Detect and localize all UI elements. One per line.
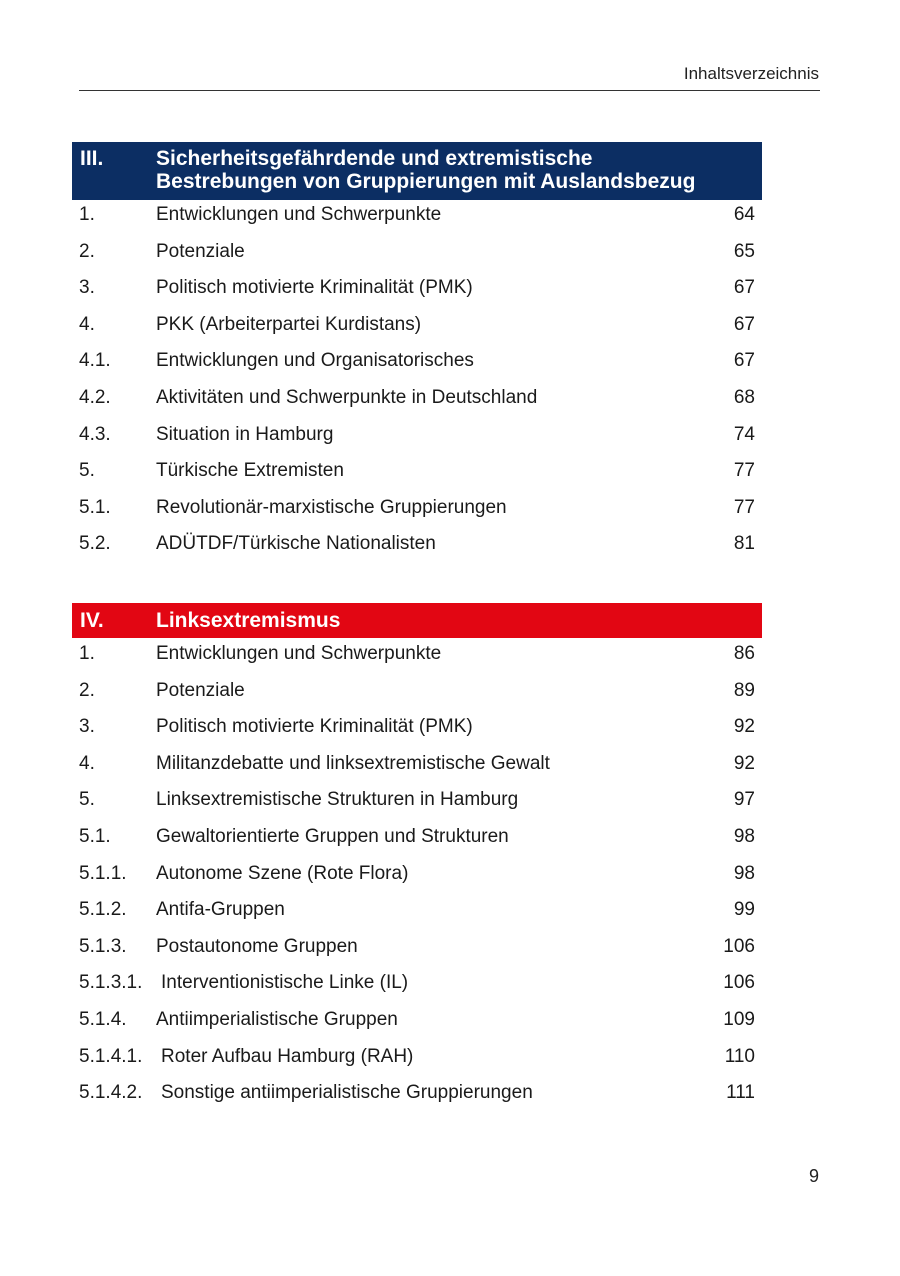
entry-label: Antifa-Gruppen bbox=[156, 899, 285, 921]
entry-page: 92 bbox=[733, 716, 755, 738]
entry-label: Potenziale bbox=[156, 679, 245, 701]
entry-number: 4.1. bbox=[79, 350, 111, 372]
entry-number: 5.1.4.2. bbox=[79, 1082, 143, 1104]
entry-label: Antiimperialistische Gruppen bbox=[156, 1008, 398, 1030]
entry-number: 5. bbox=[79, 789, 95, 811]
entry-page: 99 bbox=[733, 899, 755, 921]
section-number: III. bbox=[80, 147, 104, 170]
entry-number: 4.3. bbox=[79, 423, 111, 445]
toc-entry[interactable] bbox=[72, 387, 762, 424]
section-title bbox=[156, 147, 754, 194]
toc-entry[interactable] bbox=[72, 899, 762, 936]
entry-label: PKK (Arbeiterpartei Kurdistans) bbox=[156, 313, 422, 335]
entry-number: 5.1. bbox=[79, 496, 111, 518]
entry-page: 98 bbox=[733, 825, 755, 847]
entry-label: Revolutionär-marxistische Gruppierungen bbox=[156, 496, 507, 518]
toc-entry[interactable] bbox=[72, 1046, 762, 1083]
entry-label: Aktivitäten und Schwerpunkte in Deutschland bbox=[156, 386, 538, 408]
section-header-IV bbox=[72, 603, 762, 638]
entry-number: 5.1.4. bbox=[79, 1008, 127, 1030]
toc-entry[interactable] bbox=[72, 753, 762, 790]
toc-entry[interactable] bbox=[72, 497, 762, 534]
entry-page: 64 bbox=[733, 204, 755, 225]
toc-entry[interactable] bbox=[72, 314, 762, 351]
entry-page: 110 bbox=[724, 1045, 755, 1067]
toc-list-III bbox=[72, 204, 762, 570]
entry-page: 81 bbox=[733, 533, 755, 555]
entry-number: 2. bbox=[79, 240, 95, 262]
toc-entry[interactable] bbox=[72, 424, 762, 461]
entry-label: Situation in Hamburg bbox=[156, 423, 334, 445]
section-number: IV. bbox=[80, 609, 104, 632]
entry-page: 106 bbox=[723, 972, 755, 994]
entry-number: 1. bbox=[79, 643, 95, 664]
entry-number: 4. bbox=[79, 752, 95, 774]
entry-label: Sonstige antiimperialistische Gruppierungen bbox=[161, 1082, 533, 1104]
toc-entry[interactable] bbox=[72, 241, 762, 278]
entry-label: Entwicklungen und Schwerpunkte bbox=[156, 204, 442, 225]
toc-entry[interactable] bbox=[72, 826, 762, 863]
entry-page: 77 bbox=[733, 460, 755, 482]
entry-number: 5.1. bbox=[79, 825, 111, 847]
entry-label: ADÜTDF/Türkische Nationalisten bbox=[156, 533, 436, 555]
entry-label: Entwicklungen und Schwerpunkte bbox=[156, 643, 442, 664]
running-head: Inhaltsverzeichnis bbox=[683, 64, 819, 83]
section-header-III bbox=[72, 142, 762, 200]
entry-page: 77 bbox=[733, 496, 755, 518]
entry-page: 98 bbox=[733, 862, 755, 884]
entry-label: Türkische Extremisten bbox=[156, 460, 344, 482]
entry-label: Autonome Szene (Rote Flora) bbox=[156, 862, 409, 884]
header-rule bbox=[79, 90, 820, 91]
entry-page: 68 bbox=[733, 386, 755, 408]
toc-list-IV bbox=[72, 643, 762, 1119]
section-title-line2: Bestrebungen von Gruppierungen mit Auslandsbezug bbox=[156, 170, 696, 193]
entry-page: 109 bbox=[723, 1008, 755, 1030]
toc-entry[interactable] bbox=[72, 1082, 762, 1119]
entry-label: Potenziale bbox=[156, 240, 245, 262]
entry-number: 5.1.2. bbox=[79, 899, 127, 921]
entry-number: 5.1.3.1. bbox=[79, 972, 143, 994]
section-title: Linksextremismus bbox=[156, 609, 341, 632]
entry-page: 67 bbox=[733, 313, 755, 335]
entry-number: 5.1.1. bbox=[79, 862, 127, 884]
toc-entry[interactable] bbox=[72, 277, 762, 314]
entry-number: 1. bbox=[79, 204, 95, 225]
entry-label: Postautonome Gruppen bbox=[156, 935, 358, 957]
section-title-line1: Sicherheitsgefährdende und extremistische bbox=[156, 147, 593, 170]
toc-entry[interactable] bbox=[72, 936, 762, 973]
entry-page: 67 bbox=[733, 277, 755, 299]
toc-entry[interactable] bbox=[72, 533, 762, 570]
entry-page: 86 bbox=[733, 643, 755, 664]
entry-page: 111 bbox=[726, 1082, 755, 1104]
entry-number: 5.1.4.1. bbox=[79, 1045, 143, 1067]
toc-entry[interactable] bbox=[72, 716, 762, 753]
toc-entry[interactable] bbox=[72, 350, 762, 387]
entry-label: Politisch motivierte Kriminalität (PMK) bbox=[156, 716, 473, 738]
entry-label: Linksextremistische Strukturen in Hamburg bbox=[156, 789, 519, 811]
entry-label: Politisch motivierte Kriminalität (PMK) bbox=[156, 277, 473, 299]
entry-label: Entwicklungen und Organisatorisches bbox=[156, 350, 474, 372]
entry-number: 3. bbox=[79, 277, 95, 299]
entry-label: Militanzdebatte und linksextremistische Gewalt bbox=[156, 752, 550, 774]
entry-number: 4. bbox=[79, 313, 95, 335]
toc-section-IV bbox=[72, 603, 762, 1119]
entry-label: Roter Aufbau Hamburg (RAH) bbox=[161, 1045, 414, 1067]
page-number: 9 bbox=[808, 1166, 819, 1186]
entry-page: 106 bbox=[723, 935, 755, 957]
toc-section-III bbox=[72, 142, 762, 570]
toc-entry[interactable] bbox=[72, 1009, 762, 1046]
toc-entry[interactable] bbox=[72, 863, 762, 900]
entry-number: 5. bbox=[79, 460, 95, 482]
entry-label: Interventionistische Linke (IL) bbox=[161, 972, 409, 994]
entry-number: 4.2. bbox=[79, 386, 111, 408]
entry-page: 67 bbox=[733, 350, 755, 372]
toc-entry[interactable] bbox=[72, 680, 762, 717]
entry-number: 2. bbox=[79, 679, 95, 701]
entry-number: 5.1.3. bbox=[79, 935, 127, 957]
entry-number: 3. bbox=[79, 716, 95, 738]
toc-entry[interactable] bbox=[72, 204, 762, 241]
toc-entry[interactable] bbox=[72, 460, 762, 497]
entry-page: 92 bbox=[733, 752, 755, 774]
entry-page: 74 bbox=[733, 423, 755, 445]
entry-page: 97 bbox=[733, 789, 755, 811]
entry-label: Gewaltorientierte Gruppen und Strukturen bbox=[156, 825, 509, 847]
toc-entry[interactable] bbox=[72, 643, 762, 680]
entry-number: 5.2. bbox=[79, 533, 111, 555]
entry-page: 65 bbox=[733, 240, 755, 262]
toc-entry[interactable] bbox=[72, 789, 762, 826]
toc-entry[interactable] bbox=[72, 972, 762, 1009]
entry-page: 89 bbox=[733, 679, 755, 701]
